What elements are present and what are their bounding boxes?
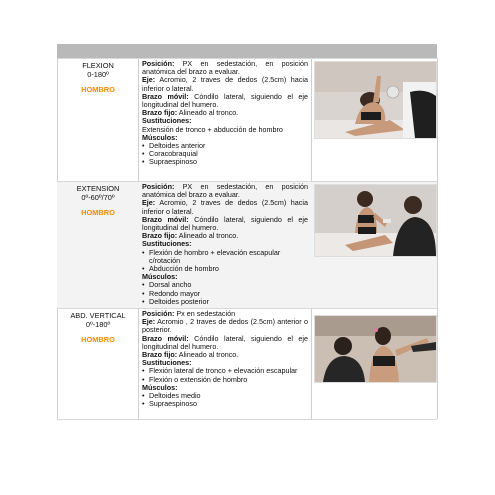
muscles-label: Músculos:: [142, 132, 178, 142]
axis-text: Acromio, 2 traves de dedos (2.5cm) hacia inferior o lateral.: [142, 75, 308, 93]
list-item: • Redondo mayor: [142, 290, 308, 298]
list-item: • Deltoides posterior: [142, 298, 308, 306]
muscle-list: [142, 142, 308, 167]
fixed-arm-label: Brazo fijo:: [142, 350, 178, 360]
position-text: PX en sedestación, en posición anatómica del brazo a evaluar.: [142, 59, 308, 77]
list-item: • Dorsal ancho: [142, 281, 308, 289]
position-line: [142, 60, 308, 76]
row-divider: [57, 308, 437, 309]
position-line: [142, 183, 308, 199]
mobile-arm-text: Cóndilo lateral, siguiendo el eje longitudinal del humero.: [142, 333, 309, 351]
movement-cell: [57, 185, 139, 218]
row-divider: [57, 419, 437, 420]
joint-label: HOMBRO: [81, 85, 115, 95]
row-divider: [57, 181, 437, 182]
list-item: • Supraespinoso: [142, 400, 308, 408]
axis-label: Eje:: [142, 317, 156, 327]
substitutions-label: Sustituciones:: [142, 116, 192, 126]
substitution-list: [142, 367, 308, 383]
table-header-bar: [57, 44, 437, 58]
movement-cell: [57, 62, 139, 95]
substitution-text: Extensión de tronco + abducción de hombro: [142, 124, 283, 134]
movement-range: 0-180º: [87, 69, 109, 79]
mobile-arm-line: [142, 216, 308, 232]
movement-range: 0º-180º: [85, 319, 111, 329]
muscle-list: [142, 281, 308, 306]
list-item: • Flexión lateral de tronco + elevación escapular: [142, 367, 308, 375]
fixed-arm-text: Alineado al tronco.: [177, 350, 239, 360]
substitutions-label: Sustituciones:: [142, 358, 192, 368]
mobile-arm-text: Cóndilo lateral, siguiendo el eje longitudinal del humero.: [142, 91, 309, 110]
list-item: • Abducción de hombro: [142, 265, 308, 273]
position-label: Posición:: [142, 59, 175, 68]
axis-label: Eje:: [142, 198, 156, 208]
column-divider: [437, 58, 438, 419]
movement-name: FLEXION: [82, 61, 114, 70]
mobile-arm-label: Brazo móvil:: [142, 214, 189, 224]
mobile-arm-line: [142, 335, 308, 351]
position-text: PX en sedestación, en posición anatómica del brazo a evaluar.: [142, 182, 308, 200]
axis-line: [142, 318, 308, 334]
list-item: • Deltoides medio: [142, 392, 308, 400]
movement-name: EXTENSION: [76, 184, 120, 193]
joint-label: HOMBRO: [81, 208, 115, 218]
table-row: [57, 308, 437, 419]
position-text: Px en sedestación: [174, 309, 236, 318]
description-cell: [142, 183, 308, 306]
shoulder-extension-photo: [314, 184, 437, 257]
mobile-arm-label: Brazo móvil:: [142, 333, 189, 343]
movement-range: 0º-60º/70º: [81, 192, 115, 202]
table-row: [57, 181, 437, 308]
description-cell: [142, 310, 308, 408]
muscles-label: Músculos:: [142, 272, 178, 282]
axis-text: Acromio , 2 traves de dedos (2.5cm) anterior o posterior.: [142, 317, 308, 335]
position-label: Posición:: [142, 182, 175, 191]
axis-label: Eje:: [142, 75, 156, 85]
mobile-arm-line: [142, 93, 308, 109]
shoulder-abduction-photo: [314, 315, 437, 383]
muscles-label: Músculos:: [142, 382, 178, 392]
description-cell: [142, 60, 308, 167]
movement-cell: [57, 312, 139, 345]
table-row: [57, 58, 437, 181]
fixed-arm-label: Brazo fijo:: [142, 108, 178, 118]
list-item: • Deltoides anterior: [142, 142, 308, 150]
axis-line: [142, 76, 308, 92]
movement-name: ABD. VERTICAL: [70, 311, 126, 320]
shoulder-flexion-photo: [314, 61, 437, 139]
fixed-arm-text: Alineado al tronco.: [177, 231, 239, 241]
mobile-arm-text: Cóndilo lateral, siguiendo el eje longitudinal del humero.: [142, 214, 309, 233]
list-item: • Supraespinoso: [142, 158, 308, 166]
joint-label: HOMBRO: [81, 335, 115, 345]
muscle-list: [142, 392, 308, 408]
mobile-arm-label: Brazo móvil:: [142, 91, 189, 101]
list-item: • Coracobraquial: [142, 150, 308, 158]
axis-text: Acromio, 2 traves de dedos (2.5cm) hacia inferior o lateral.: [142, 198, 308, 216]
list-item: • Flexión o extensión de hombro: [142, 376, 308, 384]
position-label: Posición:: [142, 309, 175, 318]
axis-line: [142, 199, 308, 215]
row-divider: [57, 58, 437, 59]
substitutions-label: Sustituciones:: [142, 239, 192, 249]
fixed-arm-label: Brazo fijo:: [142, 231, 178, 241]
fixed-arm-text: Alineado al tronco.: [177, 108, 239, 118]
substitution-list: [142, 249, 308, 274]
list-item: • Flexión de hombro + elevación escapular c/rotación: [142, 249, 308, 265]
